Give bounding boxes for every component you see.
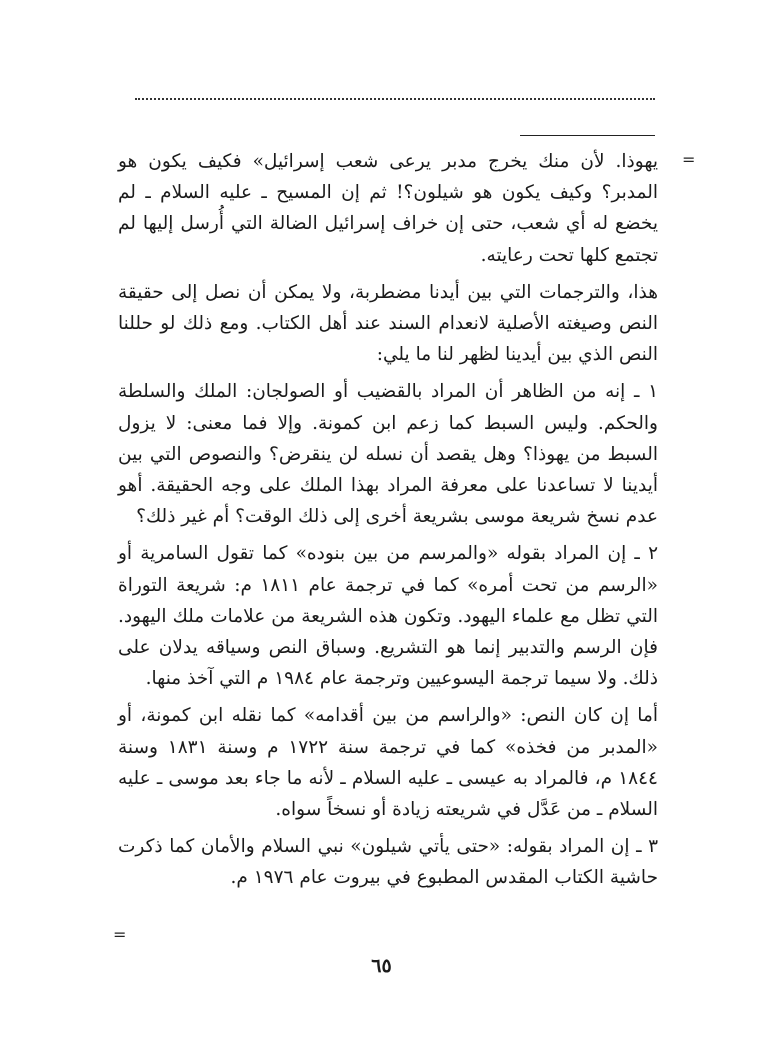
continuation-mark-top: = — [682, 150, 696, 169]
page-number: ٦٥ — [371, 955, 392, 977]
paragraph-1: يهوذا. لأن منك يخرج مدبر يرعى شعب إسرائيل» فكيف يكون هو المدبر؟ وكيف يكون هو شيلون؟! ثم إن المسيح ـ عليه السلام ـ لم يخضع له أي شعب، حتى إن خراف إسرائيل الضالة التي أُرسل إليها لم تجتمع كلها تحت رعايته. — [118, 151, 658, 266]
header-dotted-rule — [135, 98, 655, 100]
paragraph-5: أما إن كان النص: «والراسم من بين أقدامه» كما نقله ابن كمونة، أو «المدبر من فخذه» كما في ترجمة سنة ١٧٢٢ م وسنة ١٨٣١ وسنة ١٨٤٤ م، فالمراد به عيسى ـ عليه السلام ـ لأنه ما جاء بعد موسى ـ عليه السلام ـ من عَدَّل في شريعته زيادة أو نسخاً سواه. — [118, 705, 658, 821]
footnote-text-body — [118, 146, 658, 900]
paragraph-6: ٣ ـ إن المراد بقوله: «حتى يأتي شيلون» نبي السلام والأمان كما ذكرت حاشية الكتاب المقدس المطبوع في بيروت عام ١٩٧٦ م. — [118, 836, 658, 889]
footnote-separator-line — [520, 135, 655, 136]
continuation-mark-bottom: = — [113, 925, 127, 944]
paragraph-4: ٢ ـ إن المراد بقوله «والمرسم من بين بنوده» كما تقول السامرية أو «الرسم من تحت أمره» كما في ترجمة عام ١٨١١ م: شريعة التوراة التي تظل مع علماء اليهود. وتكون هذه الشريعة من علامات ملك اليهود. فإن الرسم والتدبير إنما هو التشريع. وسباق النص وسياقه يدلان على ذلك. ولا سيما ترجمة اليسوعيين وترجمة عام ١٩٨٤ م التي آخذ منها. — [118, 543, 658, 690]
paragraph-3: ١ ـ إنه من الظاهر أن المراد بالقضيب أو الصولجان: الملك والسلطة والحكم. وليس السبط كما زعم ابن كمونة. وإلا فما معنى: لا يزول السبط من يهوذا؟ وهل يقصد أن نسله لن ينقرض؟ والنصوص التي بين أيدينا لا تساعدنا على معرفة المراد بهذا الملك على وجه الحقيقة. أهو عدم نسخ شريعة موسى بشريعة أخرى إلى ذلك الوقت؟ أم غير ذلك؟ — [118, 381, 658, 528]
paragraph-2: هذا، والترجمات التي بين أيدنا مضطربة، ولا يمكن أن نصل إلى حقيقة النص وصيغته الأصلية لانعدام السند عند أهل الكتاب. ومع ذلك لو حللنا النص الذي بين أيدينا لظهر لنا ما يلي: — [118, 281, 658, 366]
